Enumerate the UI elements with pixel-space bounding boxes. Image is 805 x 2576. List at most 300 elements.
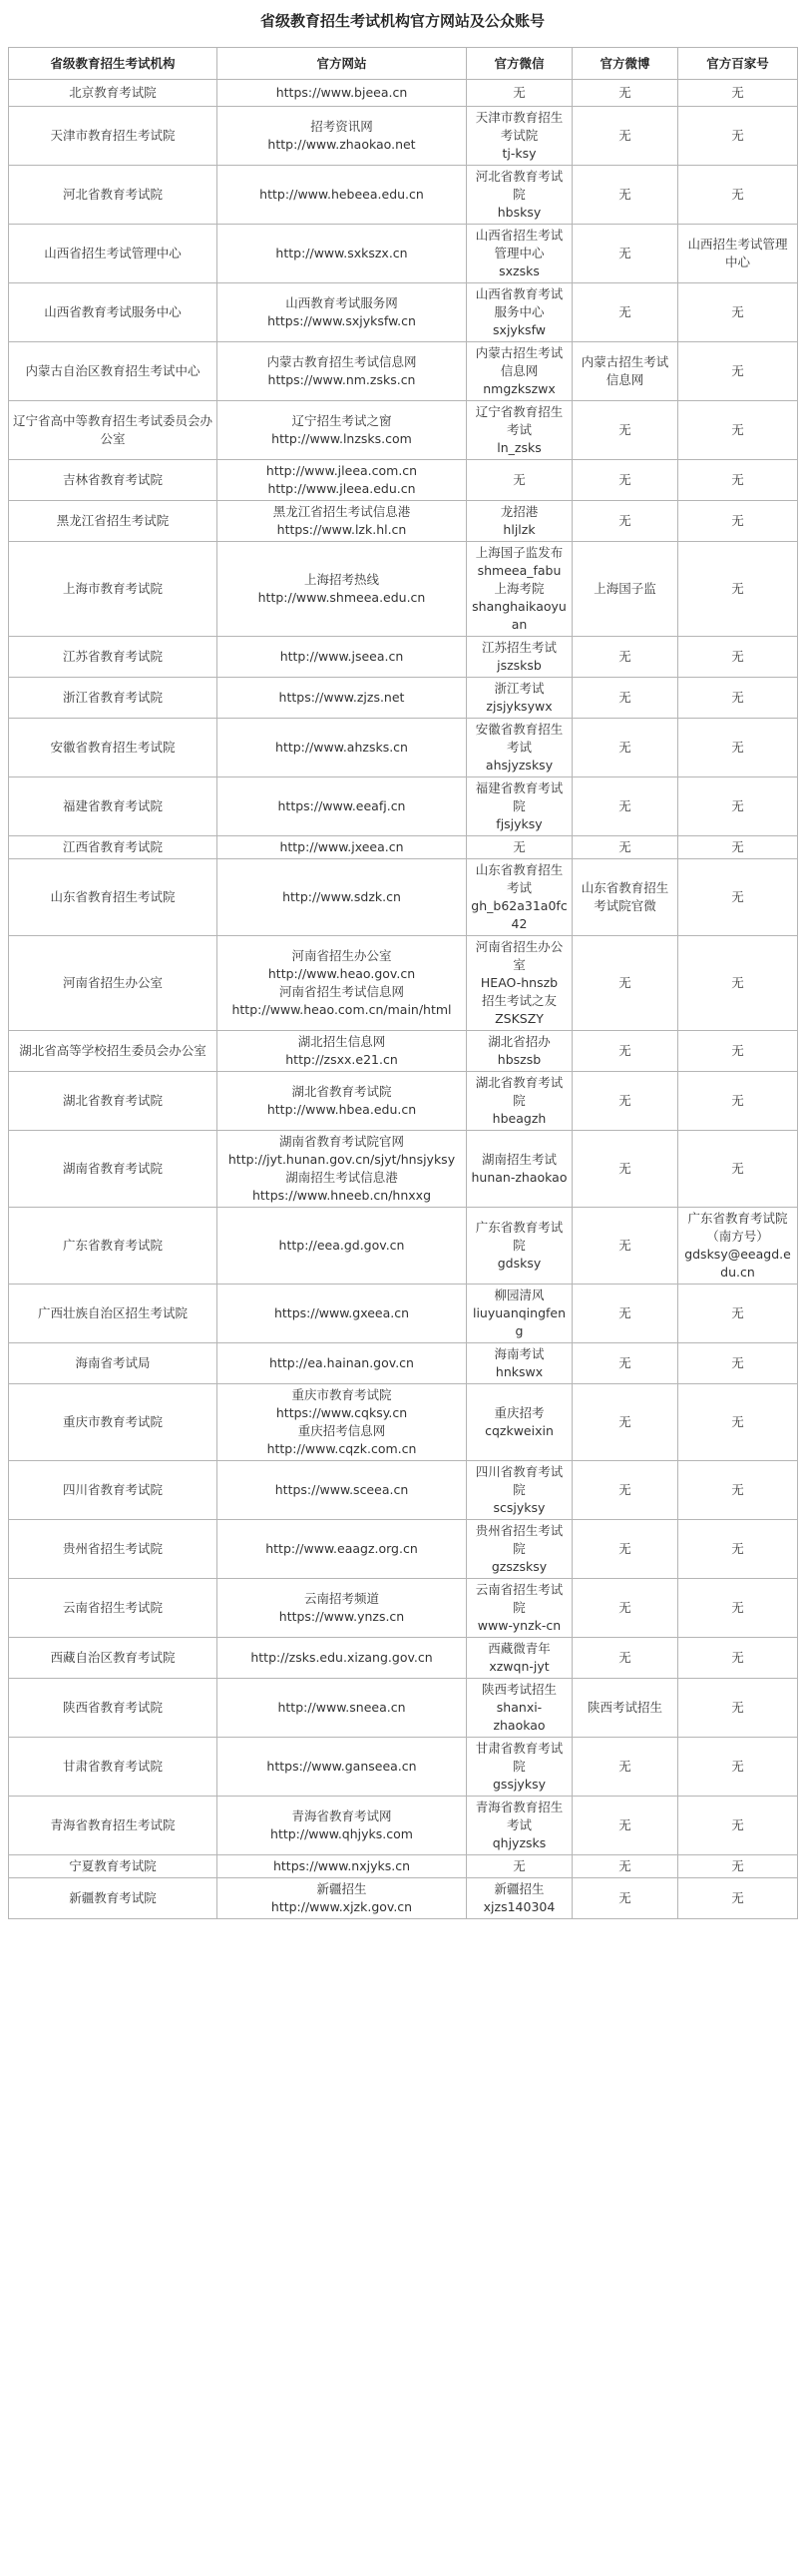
cell-website-line: 山西教育考试服务网 (285, 295, 398, 310)
cell-baijia-line: 无 (731, 581, 744, 596)
cell-wechat-line: zjsjyksywx (486, 699, 553, 714)
cell-website (217, 678, 467, 719)
cell-org: 吉林省教育考试院 (9, 460, 217, 501)
cell-website-line: 湖南省教育考试院官网 (278, 1134, 404, 1149)
cell-org: 浙江省教育考试院 (9, 678, 217, 719)
cell-website (217, 1797, 467, 1855)
cell-baijia (678, 1031, 798, 1072)
cell-baijia (678, 1579, 798, 1638)
cell-wechat-line: 云南省招生考试院 (475, 1582, 564, 1615)
cell-org: 山西省教育考试服务中心 (9, 283, 217, 342)
cell-weibo (573, 401, 678, 460)
cell-website (217, 1878, 467, 1919)
cell-wechat (467, 1797, 573, 1855)
table-row (9, 501, 798, 542)
cell-website (217, 936, 467, 1031)
cell-website (217, 1343, 467, 1384)
cell-baijia-line: 无 (731, 422, 744, 437)
table-row (9, 107, 798, 166)
cell-org: 江西省教育考试院 (9, 836, 217, 859)
cell-weibo (573, 1072, 678, 1131)
cell-baijia-line: 无 (731, 128, 744, 143)
table-row (9, 637, 798, 678)
cell-org: 辽宁省高中等教育招生考试委员会办公室 (9, 401, 217, 460)
cell-weibo-line: 无 (618, 798, 631, 813)
cell-website-line: 黑龙江省招生考试信息港 (272, 504, 411, 519)
table-row (9, 1855, 798, 1878)
cell-baijia-line: 无 (731, 1817, 744, 1832)
cell-weibo (573, 1797, 678, 1855)
table-row (9, 460, 798, 501)
cell-website (217, 1855, 467, 1878)
cell-weibo-line: 无 (618, 1414, 631, 1429)
cell-weibo-line: 无 (618, 975, 631, 990)
cell-baijia (678, 1679, 798, 1738)
cell-org: 新疆教育考试院 (9, 1878, 217, 1919)
cell-weibo (573, 678, 678, 719)
cell-baijia (678, 1797, 798, 1855)
cell-baijia (678, 342, 798, 401)
cell-wechat (467, 1285, 573, 1343)
cell-weibo (573, 107, 678, 166)
cell-website-line: http://www.sdzk.cn (282, 889, 401, 904)
cell-website-line: http://www.jseea.cn (279, 649, 404, 664)
table-row (9, 1738, 798, 1797)
cell-website (217, 1679, 467, 1738)
cell-wechat-line: hbsksy (497, 205, 542, 220)
cell-wechat-line: 湖北省招办 (488, 1034, 551, 1049)
cell-org: 青海省教育招生考试院 (9, 1797, 217, 1855)
table-row (9, 1384, 798, 1461)
cell-website (217, 1638, 467, 1679)
cell-wechat (467, 460, 573, 501)
cell-weibo-line: 无 (618, 85, 631, 100)
cell-wechat-line: 重庆招考 (494, 1405, 545, 1420)
cell-website-line: 重庆招考信息网 (297, 1423, 386, 1438)
table-row (9, 1638, 798, 1679)
cell-wechat (467, 1679, 573, 1738)
cell-wechat-line: ln_zsks (497, 440, 542, 455)
cell-website-line: 新疆招生 (316, 1881, 367, 1896)
cell-weibo-line: 无 (618, 1161, 631, 1176)
cell-weibo (573, 80, 678, 107)
cell-website-line: https://www.hneeb.cn/hnxxg (251, 1188, 432, 1203)
cell-wechat-line: hbszsb (497, 1052, 542, 1067)
cell-wechat-line: 河南省招生办公室 (475, 939, 564, 972)
cell-wechat (467, 1031, 573, 1072)
cell-website-line: 河南省招生办公室 (291, 948, 392, 963)
cell-website (217, 1285, 467, 1343)
table-row (9, 836, 798, 859)
table-row (9, 859, 798, 936)
cell-website-line: https://www.sceea.cn (274, 1482, 409, 1497)
cell-weibo-line: 无 (618, 1043, 631, 1058)
cell-wechat (467, 719, 573, 777)
cell-wechat-line: gh_b62a31a0fc42 (471, 898, 568, 931)
cell-baijia-line: 无 (731, 1161, 744, 1176)
cell-org: 甘肃省教育考试院 (9, 1738, 217, 1797)
cell-wechat-line: 上海考院 (494, 581, 545, 596)
cell-wechat-line: qhjyzsks (492, 1835, 547, 1850)
cell-wechat-line: tj-ksy (502, 146, 537, 161)
cell-weibo (573, 1208, 678, 1285)
cell-wechat (467, 777, 573, 836)
cell-website-line: https://www.nm.zsks.cn (267, 372, 416, 387)
cell-weibo-line: 无 (618, 649, 631, 664)
cell-wechat-line: 龙招港 (500, 504, 539, 519)
cell-org: 广西壮族自治区招生考试院 (9, 1285, 217, 1343)
cell-org: 河南省招生办公室 (9, 936, 217, 1031)
cell-website-line: http://zsxx.e21.cn (285, 1052, 398, 1067)
cell-wechat-line: 新疆招生 (494, 1881, 545, 1896)
cell-wechat-line: xjzs140304 (483, 1899, 556, 1914)
cell-wechat (467, 936, 573, 1031)
cell-website-line: https://www.gxeea.cn (273, 1305, 410, 1320)
cell-wechat-line: 甘肃省教育考试院 (475, 1741, 564, 1774)
cell-baijia (678, 1072, 798, 1131)
table-row (9, 283, 798, 342)
cell-wechat (467, 1855, 573, 1878)
cell-org: 广东省教育考试院 (9, 1208, 217, 1285)
cell-wechat-line: 内蒙古招生考试信息网 (475, 345, 564, 378)
cell-weibo-line: 无 (618, 1858, 631, 1873)
cell-weibo-line: 山东省教育招生考试院官微 (581, 880, 669, 913)
cell-wechat-line: 安徽省教育招生考试 (475, 722, 564, 755)
table-row (9, 1797, 798, 1855)
cell-weibo (573, 936, 678, 1031)
cell-wechat-line: 山东省教育招生考试 (475, 862, 564, 895)
cell-wechat-line: cqzkweixin (485, 1423, 554, 1438)
cell-website-line: https://www.ganseea.cn (266, 1759, 417, 1774)
cell-wechat (467, 401, 573, 460)
cell-baijia (678, 1285, 798, 1343)
cell-wechat-line: 柳园清风 (494, 1288, 545, 1302)
cell-baijia (678, 1343, 798, 1384)
cell-baijia (678, 1878, 798, 1919)
cell-website-line: http://ea.hainan.gov.cn (269, 1355, 414, 1370)
cell-org: 北京教育考试院 (9, 80, 217, 107)
cell-wechat-line: 西藏微青年 (488, 1641, 551, 1656)
table-row (9, 719, 798, 777)
cell-org: 重庆市教育考试院 (9, 1384, 217, 1461)
cell-org: 安徽省教育招生考试院 (9, 719, 217, 777)
cell-website-line: http://www.lnzsks.com (271, 431, 412, 446)
cell-baijia-line: 无 (731, 187, 744, 202)
table-row (9, 1285, 798, 1343)
cell-wechat (467, 1638, 573, 1679)
cell-baijia (678, 1855, 798, 1878)
cell-website (217, 80, 467, 107)
cell-website-line: https://www.nxjyks.cn (272, 1858, 410, 1873)
cell-baijia-line: 无 (731, 1093, 744, 1108)
cell-website (217, 1384, 467, 1461)
cell-website (217, 460, 467, 501)
cell-weibo-line: 无 (618, 128, 631, 143)
cell-baijia-line: 无 (731, 1858, 744, 1873)
cell-wechat-line: xzwqn-jyt (489, 1659, 550, 1674)
table-row (9, 1031, 798, 1072)
cell-wechat-line: 上海国子监发布 (475, 545, 564, 560)
cell-weibo (573, 637, 678, 678)
cell-wechat-line: 无 (513, 1858, 526, 1873)
cell-wechat-line: liuyuanqingfeng (472, 1305, 567, 1338)
table-row (9, 1520, 798, 1579)
cell-wechat (467, 678, 573, 719)
cell-website-line: 湖北省教育考试院 (291, 1084, 392, 1099)
cell-wechat (467, 1461, 573, 1520)
cell-wechat-line: ahsjyzsksy (485, 758, 554, 773)
cell-website (217, 1461, 467, 1520)
cell-website-line: http://www.hebeea.edu.cn (259, 187, 424, 202)
cell-website-line: http://www.jleea.com.cn (265, 463, 418, 478)
cell-wechat (467, 283, 573, 342)
cell-wechat-line: 青海省教育招生考试 (475, 1800, 564, 1832)
cell-wechat-line: www-ynzk-cn (477, 1618, 562, 1633)
cell-website (217, 1738, 467, 1797)
cell-weibo (573, 719, 678, 777)
cell-wechat-line: HEAO-hnszb (480, 975, 559, 990)
cell-website (217, 166, 467, 225)
accounts-table (8, 47, 798, 1919)
cell-weibo (573, 166, 678, 225)
table-row (9, 1679, 798, 1738)
cell-website (217, 225, 467, 283)
cell-baijia (678, 460, 798, 501)
table-row (9, 936, 798, 1031)
cell-website-line: https://www.zjzs.net (278, 690, 405, 705)
cell-org: 陕西省教育考试院 (9, 1679, 217, 1738)
cell-website-line: 重庆市教育考试院 (291, 1387, 392, 1402)
cell-wechat (467, 501, 573, 542)
cell-weibo (573, 1638, 678, 1679)
cell-baijia (678, 1131, 798, 1208)
cell-wechat (467, 859, 573, 936)
cell-baijia (678, 1638, 798, 1679)
cell-weibo (573, 1461, 678, 1520)
cell-website-line: http://www.heao.gov.cn (267, 966, 416, 981)
cell-baijia-line: 无 (731, 889, 744, 904)
cell-baijia-line: 无 (731, 304, 744, 319)
table-row (9, 1208, 798, 1285)
cell-wechat-line: 福建省教育考试院 (475, 780, 564, 813)
cell-weibo (573, 283, 678, 342)
cell-weibo (573, 1878, 678, 1919)
cell-baijia-line: 无 (731, 740, 744, 755)
header-baijia: 官方百家号 (678, 48, 798, 80)
table-row (9, 1131, 798, 1208)
cell-website-line: 湖北招生信息网 (297, 1034, 386, 1049)
cell-baijia-line: 无 (731, 1759, 744, 1774)
cell-baijia-line: 无 (731, 798, 744, 813)
cell-wechat (467, 1520, 573, 1579)
cell-weibo (573, 1579, 678, 1638)
table-row (9, 1461, 798, 1520)
cell-wechat-line: hunan-zhaokao (471, 1170, 568, 1185)
table-row (9, 1072, 798, 1131)
cell-weibo (573, 1285, 678, 1343)
cell-website-line: http://www.heao.com.cn/main/html (231, 1002, 452, 1017)
cell-baijia-line: 无 (731, 1414, 744, 1429)
cell-baijia (678, 777, 798, 836)
cell-org: 四川省教育考试院 (9, 1461, 217, 1520)
cell-org: 湖北省教育考试院 (9, 1072, 217, 1131)
cell-org: 上海市教育考试院 (9, 542, 217, 637)
cell-website (217, 1579, 467, 1638)
cell-baijia (678, 401, 798, 460)
cell-baijia-line: 无 (731, 975, 744, 990)
cell-weibo-line: 无 (618, 1541, 631, 1556)
cell-baijia (678, 859, 798, 936)
cell-weibo (573, 1520, 678, 1579)
header-wechat: 官方微信 (467, 48, 573, 80)
cell-wechat-line: 河北省教育考试院 (475, 169, 564, 202)
cell-weibo-line: 无 (618, 1600, 631, 1615)
cell-baijia-line: 无 (731, 1700, 744, 1715)
cell-weibo-line: 无 (618, 246, 631, 260)
cell-wechat-line: 贵州省招生考试院 (475, 1523, 564, 1556)
cell-baijia-line: gdsksy@eeagd.edu.cn (684, 1247, 791, 1280)
cell-website-line: http://www.ahzsks.cn (275, 740, 408, 755)
cell-wechat-line: 广东省教育考试院 (475, 1220, 564, 1253)
cell-website-line: http://www.sxkszx.cn (275, 246, 408, 260)
cell-baijia-line: 无 (731, 1890, 744, 1905)
cell-wechat-line: 辽宁省教育招生考试 (475, 404, 564, 437)
cell-wechat (467, 637, 573, 678)
cell-weibo-line: 无 (618, 422, 631, 437)
cell-org: 黑龙江省招生考试院 (9, 501, 217, 542)
cell-weibo (573, 1131, 678, 1208)
cell-weibo-line: 无 (618, 1890, 631, 1905)
cell-wechat-line: sxjyksfw (493, 322, 546, 337)
cell-org: 宁夏教育考试院 (9, 1855, 217, 1878)
cell-website-line: 内蒙古教育招生考试信息网 (266, 354, 417, 369)
cell-website-line: http://www.jleea.edu.cn (267, 481, 416, 496)
cell-website (217, 1031, 467, 1072)
cell-org: 河北省教育考试院 (9, 166, 217, 225)
cell-weibo-line: 无 (618, 1650, 631, 1665)
cell-website (217, 401, 467, 460)
cell-weibo-line: 无 (618, 740, 631, 755)
cell-wechat-line: gdsksy (497, 1256, 542, 1271)
cell-wechat (467, 225, 573, 283)
cell-baijia-line: 无 (731, 472, 744, 487)
cell-website (217, 777, 467, 836)
cell-baijia-line: 无 (731, 513, 744, 528)
cell-website-line: https://www.ynzs.cn (278, 1609, 405, 1624)
cell-wechat-line: 天津市教育招生考试院 (475, 110, 564, 143)
cell-baijia (678, 283, 798, 342)
cell-website-line: http://www.xjzk.gov.cn (270, 1899, 413, 1914)
cell-weibo (573, 1384, 678, 1461)
cell-wechat-line: sxzsks (499, 263, 540, 278)
cell-wechat-line: 海南考试 (494, 1346, 545, 1361)
cell-weibo-line: 无 (618, 1759, 631, 1774)
cell-baijia-line: 无 (731, 690, 744, 705)
cell-weibo-line: 无 (618, 1482, 631, 1497)
cell-wechat-line: 陕西考试招生 (481, 1682, 557, 1697)
cell-wechat (467, 1579, 573, 1638)
cell-wechat (467, 1208, 573, 1285)
cell-website (217, 1131, 467, 1208)
cell-weibo-line: 无 (618, 1238, 631, 1253)
cell-weibo-line: 无 (618, 1817, 631, 1832)
cell-wechat-line: 山西省招生考试管理中心 (475, 228, 564, 260)
cell-wechat-line: 无 (513, 85, 526, 100)
cell-baijia (678, 836, 798, 859)
cell-weibo (573, 1343, 678, 1384)
cell-website-line: https://www.eeafj.cn (277, 798, 406, 813)
cell-baijia (678, 1738, 798, 1797)
cell-org: 天津市教育招生考试院 (9, 107, 217, 166)
cell-wechat (467, 1878, 573, 1919)
table-row (9, 342, 798, 401)
cell-website-line: https://www.lzk.hl.cn (276, 522, 407, 537)
cell-baijia-line: 山西招生考试管理中心 (687, 237, 788, 269)
cell-baijia (678, 719, 798, 777)
cell-website-line: http://jyt.hunan.gov.cn/sjyt/hnsjyksy (227, 1152, 456, 1167)
cell-website (217, 836, 467, 859)
cell-website-line: http://www.eaagz.org.cn (265, 1541, 418, 1556)
cell-website-line: http://www.cqzk.com.cn (266, 1441, 417, 1456)
cell-wechat-line: 无 (513, 839, 526, 854)
cell-website (217, 342, 467, 401)
cell-weibo-line: 无 (618, 304, 631, 319)
cell-weibo (573, 1855, 678, 1878)
cell-website (217, 1520, 467, 1579)
cell-weibo-line: 无 (618, 1093, 631, 1108)
cell-website-line: 湖南招生考试信息港 (285, 1170, 398, 1185)
cell-weibo-line: 无 (618, 1305, 631, 1320)
table-row (9, 678, 798, 719)
cell-wechat (467, 1072, 573, 1131)
cell-org: 湖南省教育考试院 (9, 1131, 217, 1208)
cell-org: 山西省招生考试管理中心 (9, 225, 217, 283)
cell-website-line: 招考资讯网 (310, 119, 373, 134)
cell-wechat (467, 1343, 573, 1384)
cell-wechat-line: shmeea_fabu (477, 563, 562, 578)
cell-website-line: http://eea.gd.gov.cn (278, 1238, 405, 1253)
cell-org: 云南省招生考试院 (9, 1579, 217, 1638)
cell-weibo (573, 1738, 678, 1797)
cell-wechat-line: 江苏招生考试 (481, 640, 557, 655)
cell-baijia (678, 1461, 798, 1520)
cell-weibo-line: 上海国子监 (594, 581, 656, 596)
cell-baijia (678, 225, 798, 283)
cell-website-line: http://www.jxeea.cn (279, 839, 404, 854)
cell-wechat-line: gssjyksy (493, 1777, 546, 1792)
cell-website-line: http://www.hbea.edu.cn (266, 1102, 417, 1117)
cell-website (217, 1208, 467, 1285)
cell-website (217, 859, 467, 936)
cell-baijia (678, 1520, 798, 1579)
cell-wechat-line: scsjyksy (493, 1500, 546, 1515)
cell-baijia-line: 无 (731, 85, 744, 100)
table-header-row (9, 48, 798, 80)
cell-org: 海南省考试局 (9, 1343, 217, 1384)
cell-weibo (573, 501, 678, 542)
cell-baijia-line: 无 (731, 1355, 744, 1370)
table-row (9, 777, 798, 836)
table-row (9, 542, 798, 637)
cell-website-line: 青海省教育考试网 (291, 1808, 392, 1823)
cell-weibo (573, 836, 678, 859)
cell-wechat-line: 浙江考试 (494, 681, 545, 696)
cell-wechat-line: 湖南招生考试 (481, 1152, 557, 1167)
cell-wechat (467, 1131, 573, 1208)
cell-org: 贵州省招生考试院 (9, 1520, 217, 1579)
cell-baijia-line: 无 (731, 1650, 744, 1665)
cell-website-line: 上海招考热线 (303, 572, 379, 587)
